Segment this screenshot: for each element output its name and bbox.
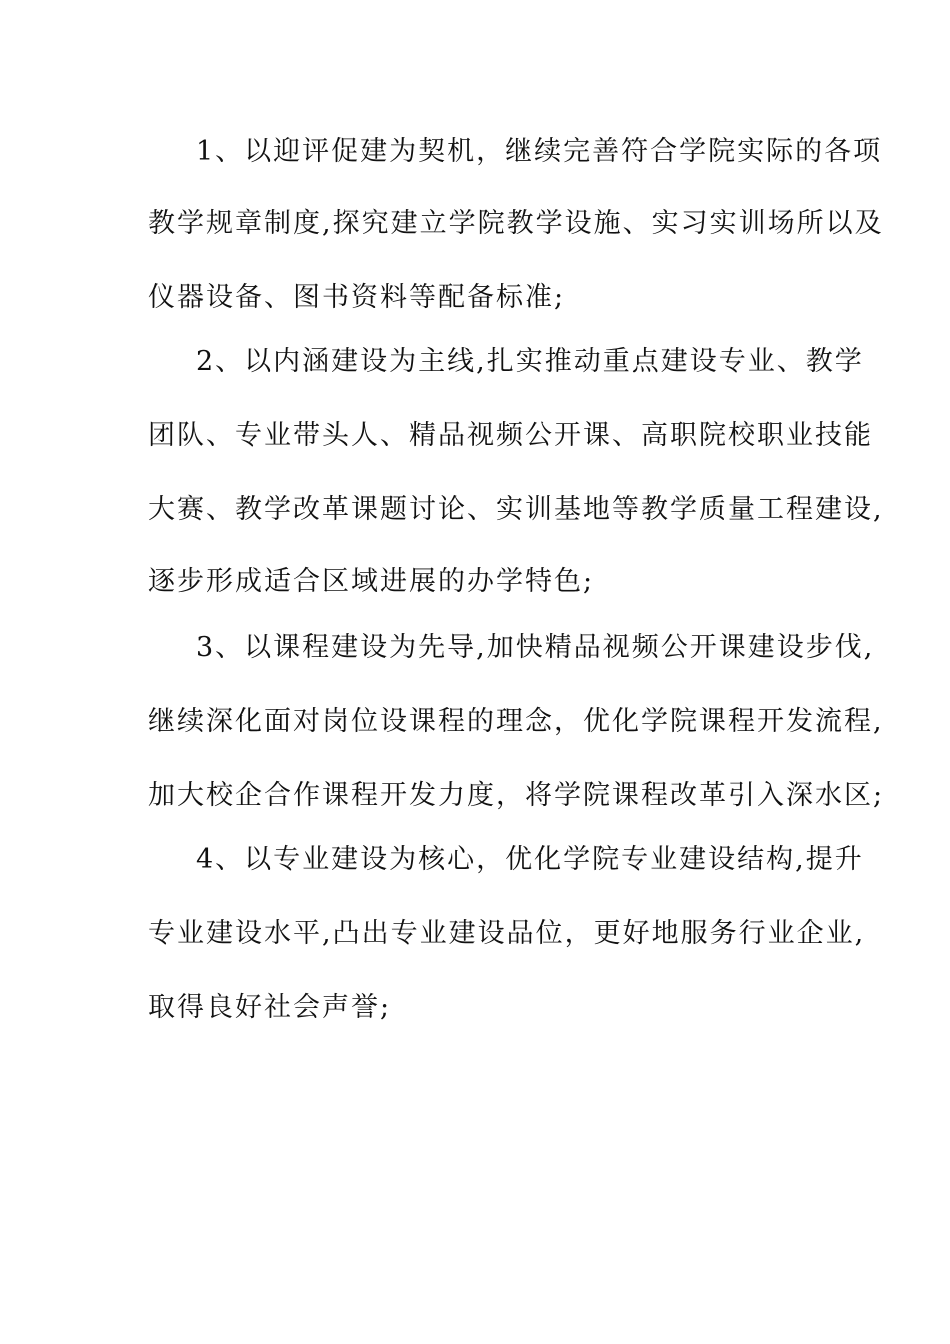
paragraph-3-line-1: 3、以课程建设为先导,加快精品视频公开课建设步伐, xyxy=(196,632,875,663)
paragraph-2-line-3: 大赛、教学改革课题讨论、实训基地等教学质量工程建设, xyxy=(148,494,884,525)
paragraph-4-line-2: 专业建设水平,凸出专业建设品位，更好地服务行业企业, xyxy=(148,918,866,949)
paragraph-4-line-1: 4、以专业建设为核心，优化学院专业建设结构,提升 xyxy=(196,844,864,875)
paragraph-2-line-4: 逐步形成适合区域进展的办学特色; xyxy=(148,566,595,597)
paragraph-3-line-3: 加大校企合作课程开发力度，将学院课程改革引入深水区; xyxy=(148,780,885,811)
paragraph-4-line-3: 取得良好社会声誉; xyxy=(148,992,392,1023)
paragraph-1-line-3: 仪器设备、图书资料等配备标准; xyxy=(148,282,566,313)
paragraph-2-line-2: 团队、专业带头人、精品视频公开课、高职院校职业技能 xyxy=(148,420,873,451)
paragraph-3-line-2: 继续深化面对岗位设课程的理念，优化学院课程开发流程, xyxy=(148,706,884,737)
paragraph-2-line-1: 2、以内涵建设为主线,扎实推动重点建设专业、教学 xyxy=(196,346,864,377)
paragraph-1-line-1: 1、以迎评促建为契机，继续完善符合学院实际的各项 xyxy=(196,136,883,167)
paragraph-1-line-2: 教学规章制度,探究建立学院教学设施、实习实训场所以及 xyxy=(148,208,884,239)
